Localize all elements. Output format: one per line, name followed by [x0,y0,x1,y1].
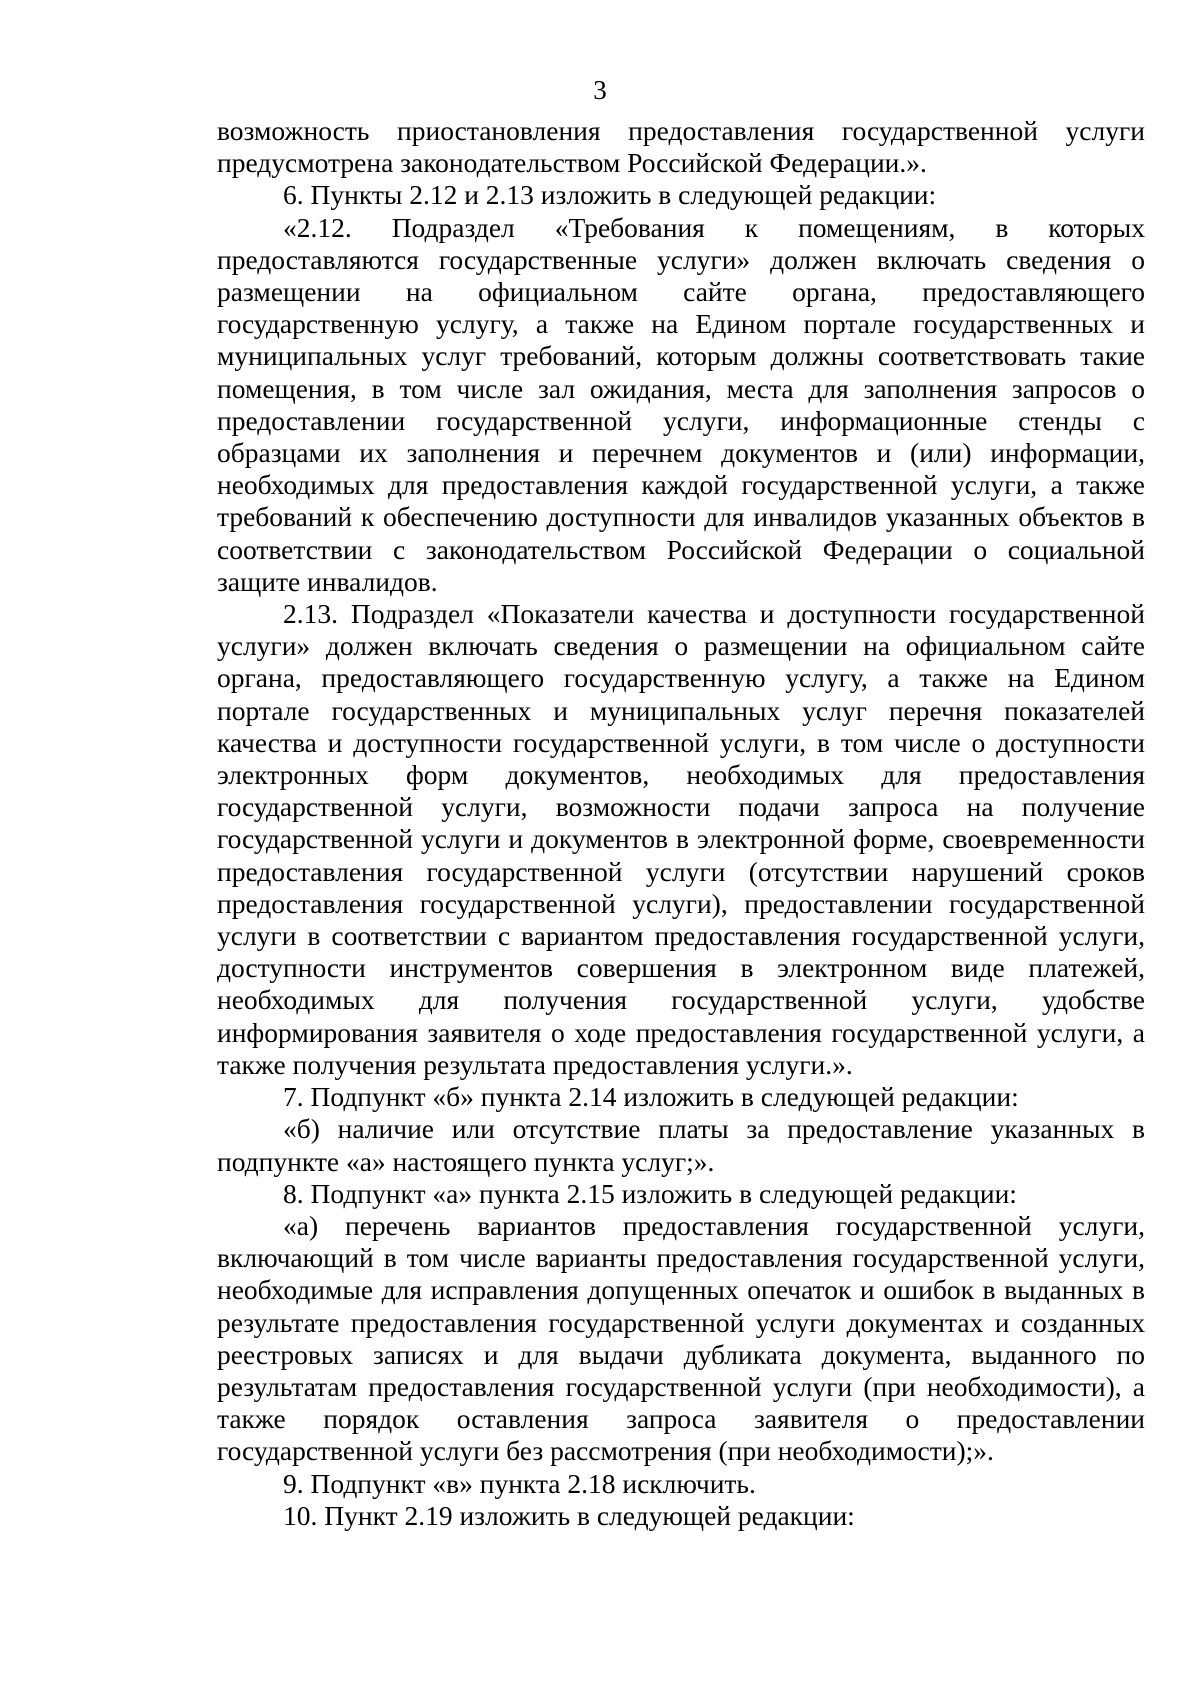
paragraph: 10. Пункт 2.19 изложить в следующей редакции: [283,1499,855,1531]
paragraph: 7. Подпункт «б» пункта 2.14 изложить в следующей редакции: [283,1081,1019,1113]
paragraph: 8. Подпункт «а» пункта 2.15 изложить в следующей редакции: [283,1177,1017,1209]
paragraph: 9. Подпункт «в» пункта 2.18 исключить. [283,1467,756,1499]
paragraph: 2.13. Подраздел «Показатели качества и доступности государственной услуги» должен включать сведения о размещении на официальном сайте органа, предоставляющего государственную услугу, а также на Едином портале государственных и муниципальных услуг перечня показателей качества и доступности государственной услуги, в том числе о доступности электронных форм документов, необходимых для предоставления государственной услуги, возможности подачи запроса на получение государственной услуги и документов в электронной форме, своевременности предоставления государственной услуги (отсутствии нарушений сроков предоставления государственной услуги), предоставлении государственной услуги в соответствии с вариантом предоставления государственной услуги, доступности инструментов совершения в электронном виде платежей, необходимых для получения государственной услуги, удобстве информирования заявителя о ходе предоставления государственной услуги, а также получения результата предоставления услуги.». [217,598,1145,1080]
paragraph: возможность приостановления предоставления государственной услуги предусмотрена законодательством Российской Федерации.». [217,115,1145,179]
paragraph: «б) наличие или отсутствие платы за предоставление указанных в подпункте «а» настоящего пункта услуг;». [217,1113,1145,1177]
paragraph: «2.12. Подраздел «Требования к помещениям, в которых предоставляются государственные услуги» должен включать сведения о размещении на официальном сайте органа, предоставляющего государственную услугу, а также на Едином портале государственных и муниципальных услуг требований, которым должны соответствовать такие помещения, в том числе зал ожидания, места для заполнения запросов о предоставлении государственной услуги, информационные стенды с образцами их заполнения и перечнем документов и (или) информации, необходимых для предоставления каждой государственной услуги, а также требований к обеспечению доступности для инвалидов указанных объектов в соответствии с законодательством Российской Федерации о социальной защите инвалидов. [217,211,1145,597]
page-number: 3 [593,75,607,105]
document-body [217,115,1145,1532]
paragraph: 6. Пункты 2.12 и 2.13 изложить в следующей редакции: [283,179,937,211]
paragraph: «а) перечень вариантов предоставления государственной услуги, включающий в том числе варианты предоставления государственной услуги, необходимые для исправления допущенных опечаток и ошибок в выданных в результате предоставления государственной услуги документах и созданных реестровых записях и для выдачи дубликата документа, выданного по результатам предоставления государственной услуги (при необходимости), а также порядок оставления запроса заявителя о предоставлении государственной услуги без рассмотрения (при необходимости);». [217,1209,1145,1467]
